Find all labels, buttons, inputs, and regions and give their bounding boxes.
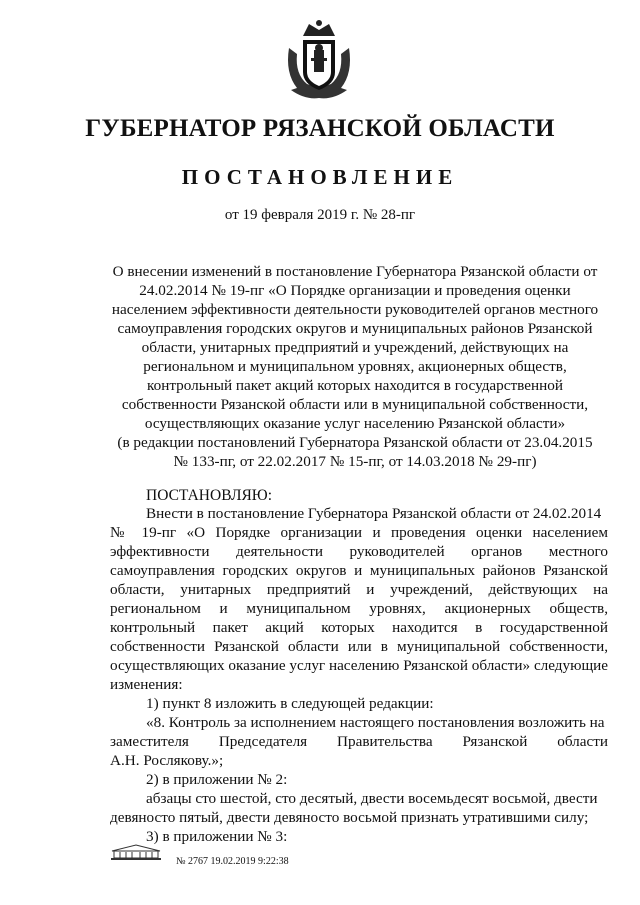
subject-line: контрольный пакет акций которых находится в государственной — [147, 377, 563, 394]
body-line: контрольный пакет акций которых находится в государственной — [110, 619, 608, 636]
body-line: девяносто пятый, двести девяносто восьмой признать утратившими силу; — [110, 809, 589, 826]
subject-line: (в редакции постановлений Губернатора Рязанской области от 23.04.2015 — [117, 434, 593, 451]
body-line: изменения: — [110, 676, 183, 693]
body-line: Внести в постановление Губернатора Рязанской области от 24.02.2014 — [146, 505, 602, 522]
subject-line: О внесении изменений в постановление Губернатора Рязанской области от — [112, 263, 598, 280]
document-type: ПОСТАНОВЛЕНИЕ — [181, 165, 459, 189]
list-item: 1) пункт 8 изложить в следующей редакции: — [146, 695, 434, 712]
body-line: региональном и муниципальном уровнях, акционерных обществ, — [110, 600, 608, 617]
document-date-number: от 19 февраля 2019 г. № 28-пг — [224, 207, 416, 223]
governor-title: ГУБЕРНАТОР РЯЗАНСКОЙ ОБЛАСТИ — [85, 115, 555, 142]
list-item: 3) в приложении № 3: — [146, 828, 288, 845]
body-line: А.Н. Рослякову.»; — [110, 752, 224, 769]
subject-line: № 133-пг, от 22.02.2017 № 15-пг, от 14.03.2018 № 29-пг) — [173, 453, 537, 470]
document-subject — [95, 262, 615, 471]
coat-of-arms-icon — [283, 18, 355, 100]
subject-line: собственности Рязанской области или в муниципальной собственности, — [121, 396, 589, 413]
body-line: самоуправления городских округов и муниципальных районов Рязанской — [110, 562, 608, 579]
document-body — [110, 504, 608, 846]
body-line: области, унитарных предприятий и учреждений, действующих на — [110, 581, 608, 598]
decree-word: ПОСТАНОВЛЯЮ: — [146, 487, 273, 504]
quoted-clause: «8. Контроль за исполнением настоящего постановления возложить на — [146, 714, 605, 731]
subject-line: 24.02.2014 № 19-пг «О Порядке организации и проведения оценки — [139, 282, 571, 299]
subject-line: региональном и муниципальном уровнях, акционерных обществ, — [143, 358, 567, 375]
body-line: собственности Рязанской области или в муниципальной собственности, — [110, 638, 608, 655]
subject-line: населением эффективности деятельности руководителей органов местного — [111, 301, 599, 318]
body-line: заместителя Председателя Правительства Рязанской области — [110, 733, 608, 750]
subject-line: области, унитарных предприятий и учреждений, действующих на — [141, 339, 569, 356]
body-line: осуществляющих оказание услуг населению Рязанской области» следующие — [110, 657, 609, 674]
body-line: № 19-пг «О Порядке организации и проведения оценки населением — [110, 524, 608, 541]
registration-stamp: № 2767 19.02.2019 9:22:38 — [176, 856, 289, 867]
subject-line: осуществляющих оказание услуг населению Рязанской области» — [144, 415, 566, 432]
body-line: эффективности деятельности руководителей органов местного — [110, 543, 608, 560]
subject-line: самоуправления городских округов и муниципальных районов Рязанской — [117, 320, 593, 337]
building-stamp-icon — [108, 843, 164, 861]
body-line: абзацы сто шестой, сто десятый, двести восемьдесят восьмой, двести — [146, 790, 598, 807]
list-item: 2) в приложении № 2: — [146, 771, 288, 788]
